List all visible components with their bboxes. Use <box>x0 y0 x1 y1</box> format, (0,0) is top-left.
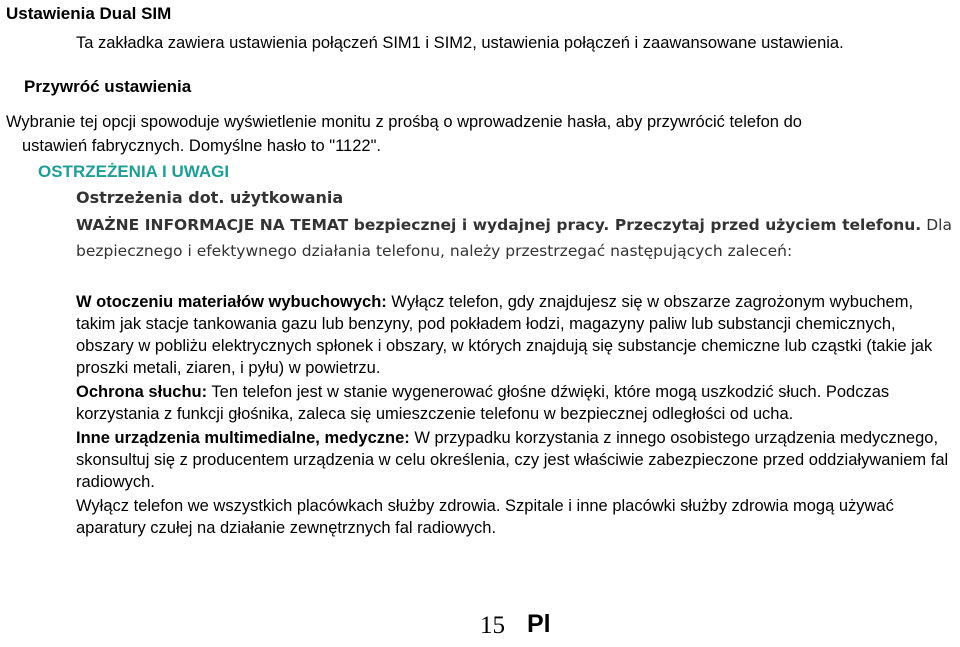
medical-section <box>76 427 956 493</box>
explosive-label: W otoczeniu materiałów wybuchowych: <box>76 293 387 311</box>
reset-text-line1: Wybranie tej opcji spowoduje wyświetlenie monitu z prośbą o wprowadzenie hasła, aby przywrócić telefon do <box>6 113 802 131</box>
medical-label: Inne urządzenia multimedialne, medyczne: <box>76 429 410 447</box>
important-info-lead: WAŻNE INFORMACJE NA TEMAT bezpiecznej i wydajnej pracy. Przeczytaj przed użyciem telefonu. <box>76 216 922 234</box>
explosive-text: Wyłącz telefon, gdy znajdujesz się w obszarze zagrożonym wybuchem, takim jak stacje tankowania gazu lub benzyny, pod pokładem łodzi, magazyny paliw lub substancji chemicznych, obszary w pobliżu elektrycznych spłonek i obszary, w których znajdują się substancje chemiczne lub cząstki (takie jak proszki metali, ziaren, i pyłu) w powietrzu. <box>76 293 933 377</box>
reset-heading: Przywróć ustawienia <box>24 77 192 96</box>
health-section: Wyłącz telefon we wszystkich placówkach służby zdrowia. Szpitale i inne placówki służby zdrowia mogą używać aparatury czułej na działanie zewnętrznych fal radiowych. <box>76 497 894 537</box>
hearing-label: Ochrona słuchu: <box>76 383 208 401</box>
reset-text-line2: ustawień fabrycznych. Domyślne hasło to "1122". <box>22 137 382 155</box>
safety-sections <box>76 291 956 541</box>
reset-text <box>6 110 946 158</box>
important-info-paragraph <box>76 212 952 264</box>
language-code: Pl <box>527 610 551 638</box>
important-info-rest: Dla bezpiecznego i efektywnego działania telefonu, należy przestrzegać następujących zaleceń: <box>76 216 952 260</box>
hearing-section <box>76 381 956 425</box>
usage-warnings-subheading: Ostrzeżenia dot. użytkowania <box>76 188 344 207</box>
page-number: 15 <box>480 612 505 639</box>
explosive-section <box>76 291 956 379</box>
warnings-heading: OSTRZEŻENIA I UWAGI <box>38 162 230 181</box>
hearing-text: Ten telefon jest w stanie wygenerować głośne dźwięki, które mogą uszkodzić słuch. Podczas korzystania z funkcji głośnika, zaleca się umieszczenie telefonu w bezpiecznej odległości od ucha. <box>76 383 890 423</box>
dual-sim-heading: Ustawienia Dual SIM <box>6 4 172 23</box>
medical-text: W przypadku korzystania z innego osobistego urządzenia medycznego, skonsultuj się z producentem urządzenia w celu określenia, czy jest właściwie zabezpieczone przed oddziaływaniem fal radiowych. <box>76 429 949 491</box>
dual-sim-text: Ta zakładka zawiera ustawienia połączeń SIM1 i SIM2, ustawienia połączeń i zaawansowane ustawienia. <box>76 34 844 52</box>
